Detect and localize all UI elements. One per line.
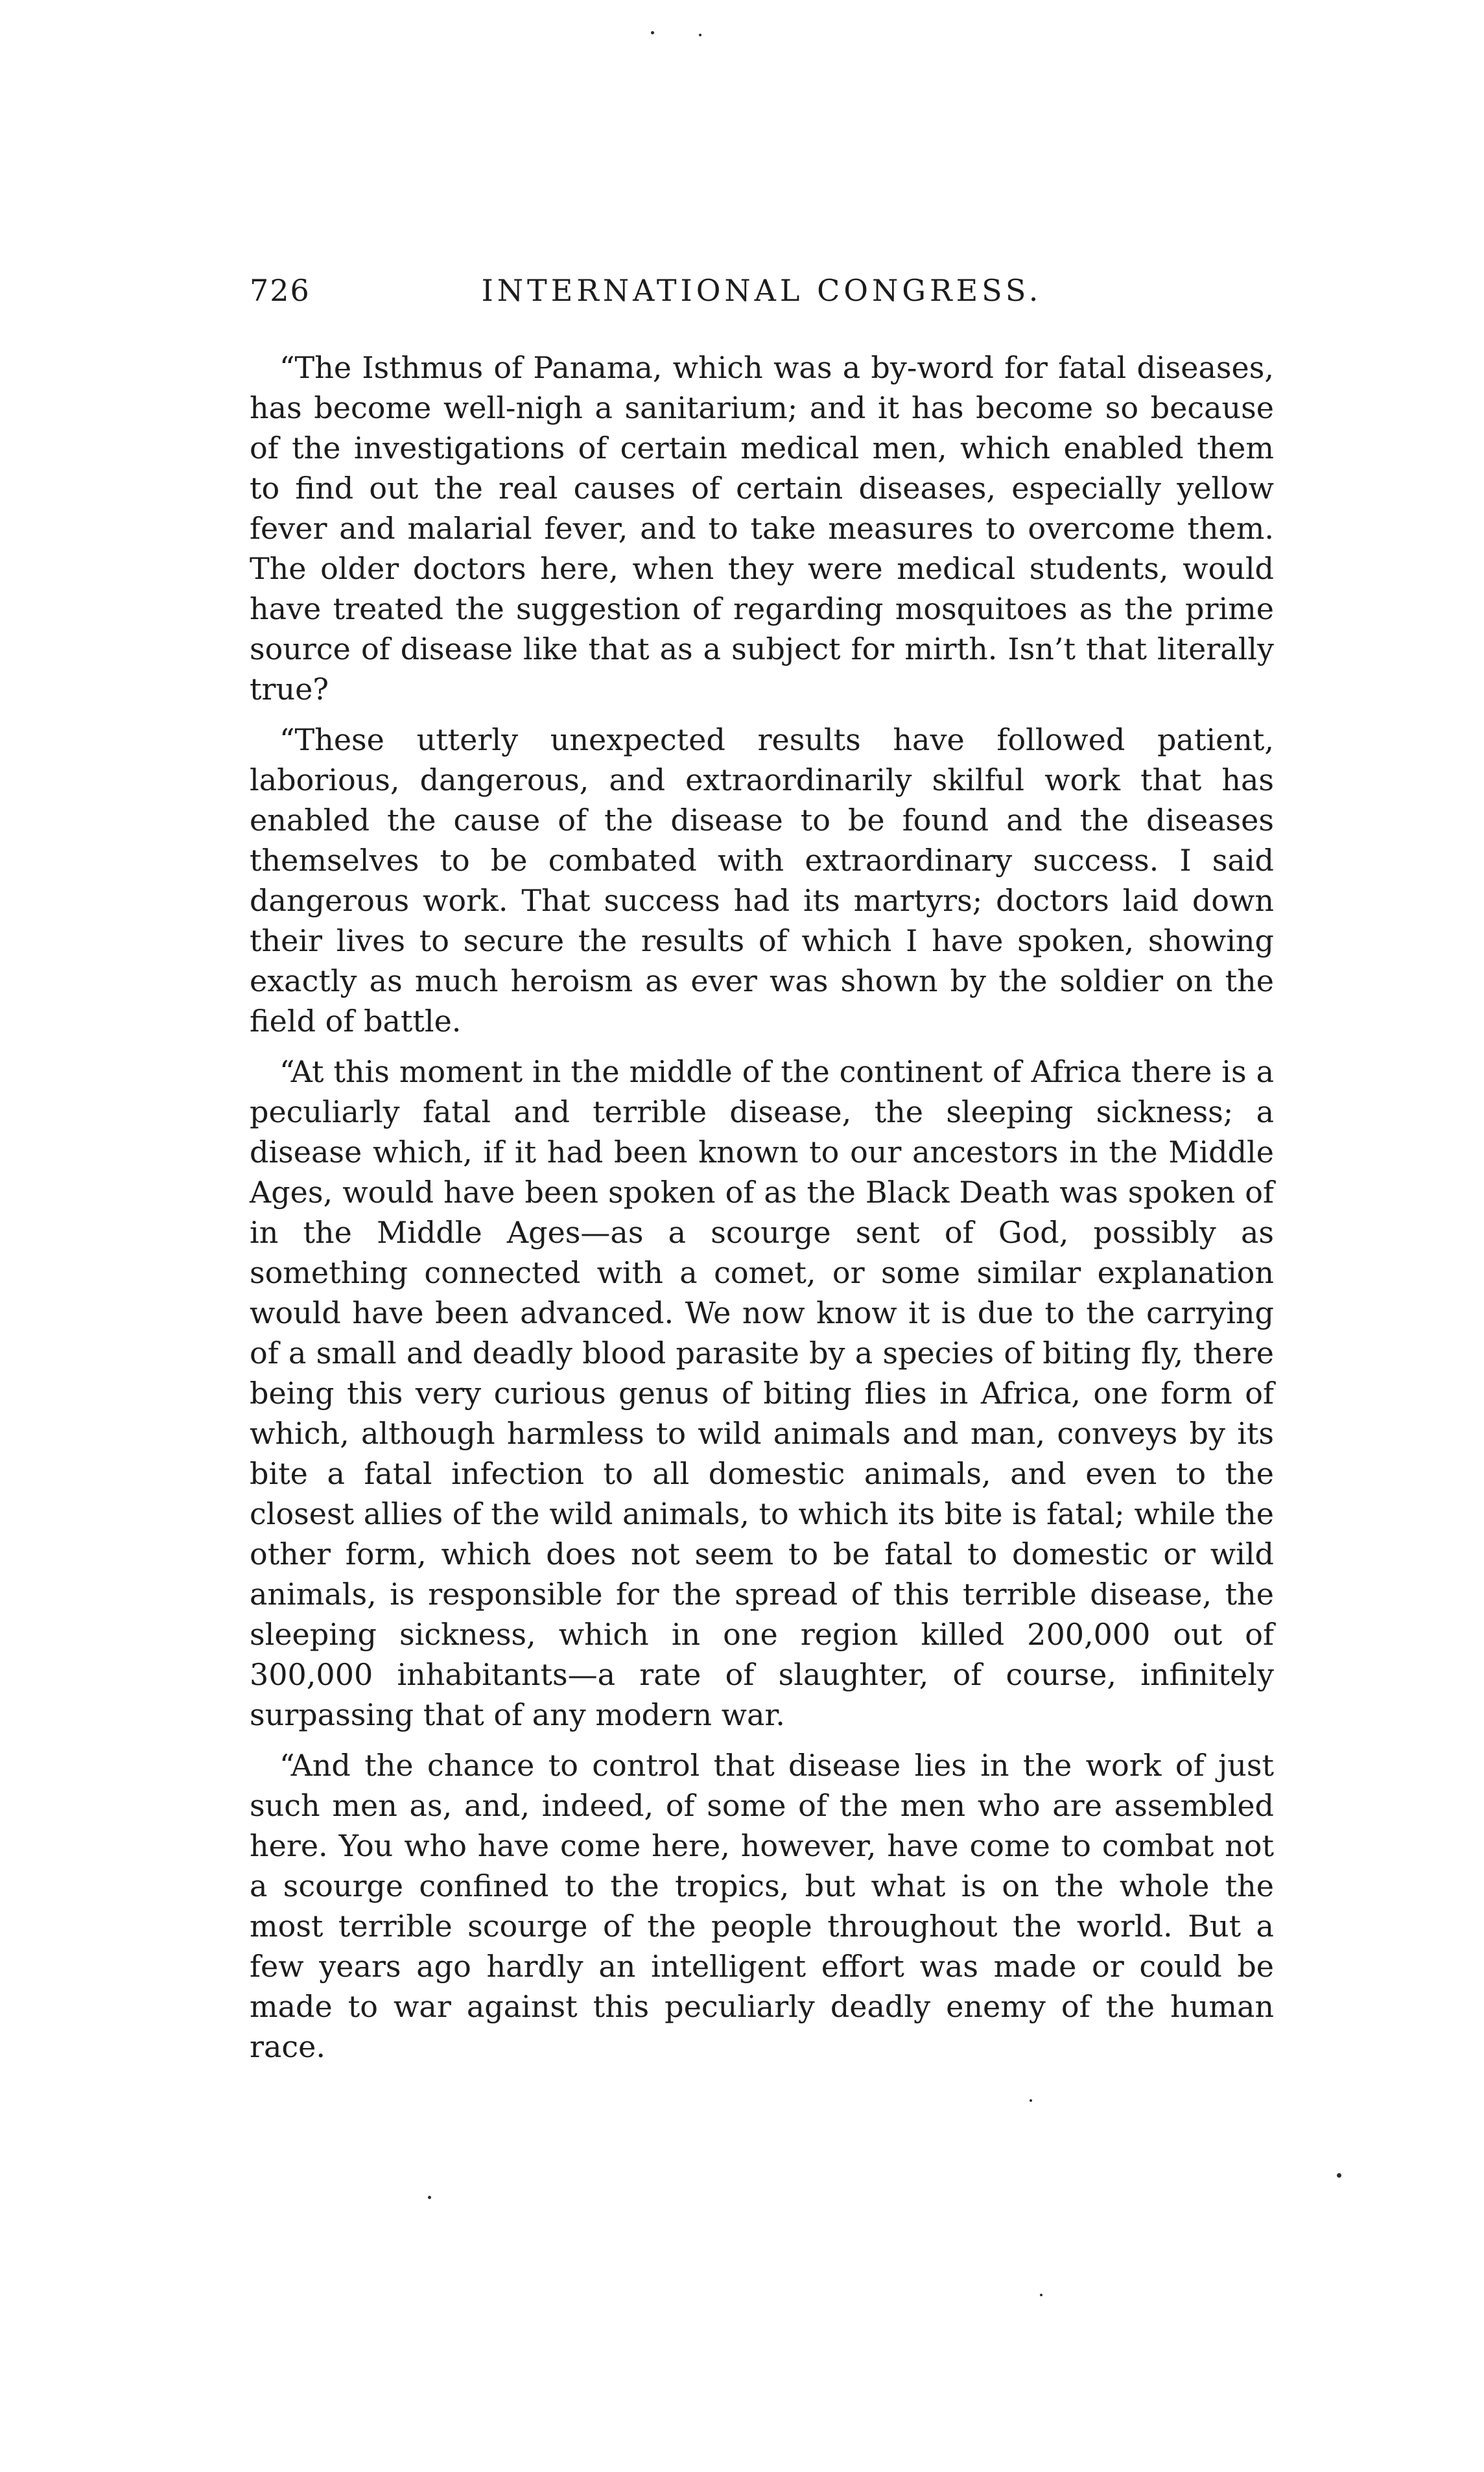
running-title: INTERNATIONAL CONGRESS.	[481, 273, 1042, 308]
paragraph-human-race: “And the chance to control that disease lies in the work of just such men as, and, indeed, of some of the men who are assembled here. You who have come here, however, have come to combat not a scourge confined to the tropics, but what is on the whole the most terrible scourge of the people throughout the world. But a few years ago hardly an intelligent effort was made or could be made to war against this peculiarly deadly enemy of the human race.	[250, 1748, 1274, 2064]
page-number: 726	[250, 273, 311, 308]
scan-speck	[428, 2196, 431, 2199]
scan-speck	[1337, 2173, 1341, 2178]
paragraph-panama: “The Isthmus of Panama, which was a by-word for fatal diseases, has become well-nigh a sanitarium; and it has become so because of the investigations of certain medical men, which enabled them to find out the real causes of certain diseases, especially yellow fever and malarial fever, and to take measures to overcome them. The older doctors here, when they were medical students, would have treated the suggestion of regarding mosquitoes as the prime source of disease like that as a subject for mirth. Isn’t that literally true?	[250, 350, 1274, 707]
body-text	[250, 347, 1274, 2077]
scan-speck	[1030, 2099, 1032, 2102]
scan-speck	[1040, 2294, 1042, 2296]
paragraph-martyrs: “These utterly unexpected results have followed patient, laborious, dangerous, and extraordinarily skilful work that has enabled the cause of the disease to be found and the diseases themselves to be combated with extraordinary success. I said dangerous work. That success had its martyrs; doctors laid down their lives to secure the results of which I have spoken, showing exactly as much heroism as ever was shown by the soldier on the field of battle.	[250, 722, 1274, 1039]
paragraph-sleeping-sickness: “At this moment in the middle of the continent of Africa there is a peculiarly fatal and terrible disease, the sleeping sickness; a disease which, if it had been known to our ancestors in the Middle Ages, would have been spoken of as the Black Death was spoken of in the Middle Ages—as a scourge sent of God, possibly as something connected with a comet, or some similar explanation would have been advanced. We now know it is due to the carrying of a small and deadly blood parasite by a species of biting fly, there being this very curious genus of biting flies in Africa, one form of which, although harmless to wild animals and man, conveys by its bite a fatal infection to all domestic animals, and even to the closest allies of the wild animals, to which its bite is fatal; while the other form, which does not seem to be fatal to domestic or wild animals, is responsible for the spread of this terrible disease, the sleeping sickness, which in one region killed 200,000 out of 300,000 inhabitants—a rate of slaughter, of course, infinitely surpassing that of any modern war.	[250, 1054, 1274, 1732]
running-head	[250, 271, 1274, 310]
scan-speck	[651, 31, 654, 34]
scan-speck	[699, 34, 701, 36]
